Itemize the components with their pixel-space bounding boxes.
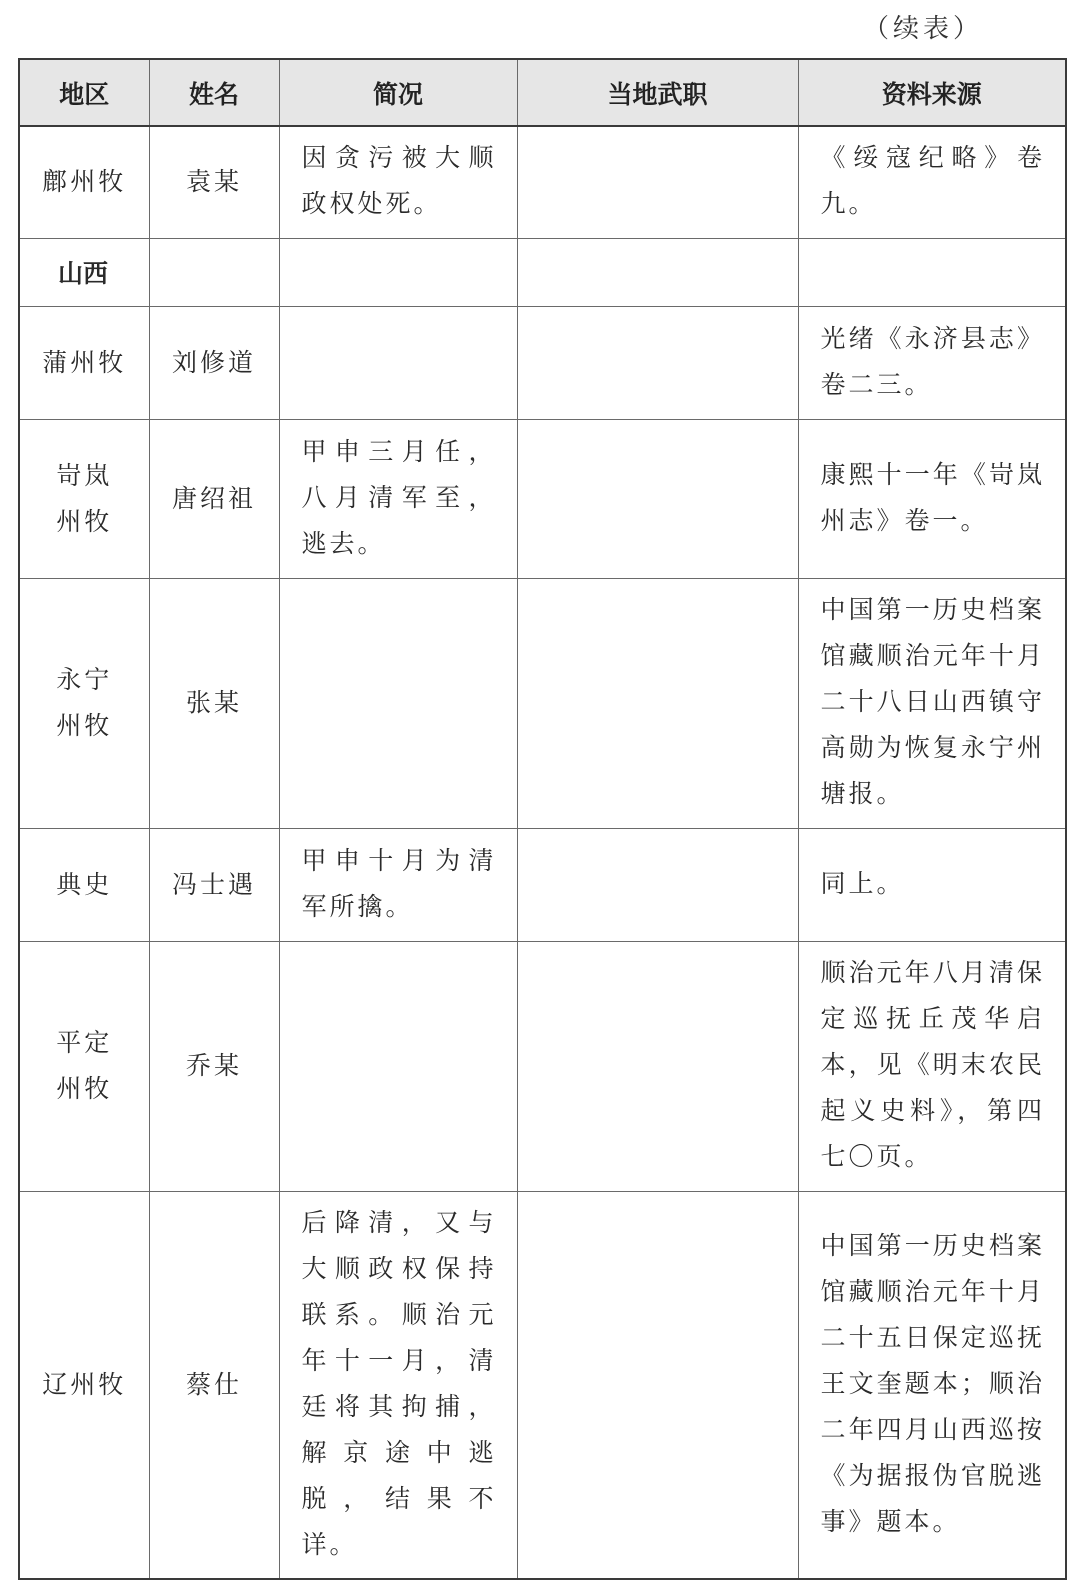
table-row [19, 1191, 1066, 1579]
cell-name: 乔某 [149, 941, 279, 1191]
cell-source: 光绪《永济县志》卷二三。 [798, 306, 1066, 419]
section-title: 山西 [19, 238, 149, 306]
cell-source: 同上。 [798, 828, 1066, 941]
table-row [19, 419, 1066, 578]
cell-post [517, 828, 798, 941]
cell-name: 刘修道 [149, 306, 279, 419]
continued-label: （续表） [862, 14, 983, 44]
cell-brief [279, 306, 517, 419]
cell-post [517, 941, 798, 1191]
cell-empty [149, 238, 279, 306]
cell-region: 鄜州牧 [19, 126, 149, 238]
cell-source: 顺治元年八月清保定巡抚丘茂华启本，见《明末农民起义史料》，第四七〇页。 [798, 941, 1066, 1191]
header-region: 地区 [19, 59, 149, 126]
cell-post [517, 419, 798, 578]
cell-source: 《绥寇纪略》卷九。 [798, 126, 1066, 238]
officials-table [18, 58, 1067, 1580]
cell-name: 张某 [149, 578, 279, 828]
header-source: 资料来源 [798, 59, 1066, 126]
cell-brief: 甲申十月为清军所擒。 [279, 828, 517, 941]
cell-empty [798, 238, 1066, 306]
cell-empty [279, 238, 517, 306]
header-name: 姓名 [149, 59, 279, 126]
header-local-military-post: 当地武职 [517, 59, 798, 126]
cell-region: 平定州牧 [19, 941, 149, 1191]
table-row [19, 306, 1066, 419]
cell-name: 唐绍祖 [149, 419, 279, 578]
cell-region: 典史 [19, 828, 149, 941]
table-row [19, 828, 1066, 941]
cell-brief: 因贪污被大顺政权处死。 [279, 126, 517, 238]
cell-post [517, 306, 798, 419]
cell-region: 永宁州牧 [19, 578, 149, 828]
cell-brief: 后降清，又与大顺政权保持联系。顺治元年十一月，清廷将其拘捕，解京途中逃脱，结果不详。 [279, 1191, 517, 1579]
cell-name: 袁某 [149, 126, 279, 238]
cell-empty [517, 238, 798, 306]
cell-post [517, 126, 798, 238]
header-brief: 简况 [279, 59, 517, 126]
table-row [19, 126, 1066, 238]
table-row [19, 578, 1066, 828]
cell-brief [279, 941, 517, 1191]
cell-name: 蔡仕 [149, 1191, 279, 1579]
cell-source: 中国第一历史档案馆藏顺治元年十月二十五日保定巡抚王文奎题本；顺治二年四月山西巡按《为据报伪官脱逃事》题本。 [798, 1191, 1066, 1579]
cell-region: 蒲州牧 [19, 306, 149, 419]
cell-name: 冯士遇 [149, 828, 279, 941]
section-row [19, 238, 1066, 306]
cell-region: 岢岚州牧 [19, 419, 149, 578]
cell-post [517, 1191, 798, 1579]
table-row [19, 941, 1066, 1191]
header-row [19, 59, 1066, 126]
cell-region: 辽州牧 [19, 1191, 149, 1579]
cell-brief [279, 578, 517, 828]
cell-source: 康熙十一年《岢岚州志》卷一。 [798, 419, 1066, 578]
cell-brief: 甲申三月任，八月清军至，逃去。 [279, 419, 517, 578]
cell-source: 中国第一历史档案馆藏顺治元年十月二十八日山西镇守高勋为恢复永宁州塘报。 [798, 578, 1066, 828]
cell-post [517, 578, 798, 828]
